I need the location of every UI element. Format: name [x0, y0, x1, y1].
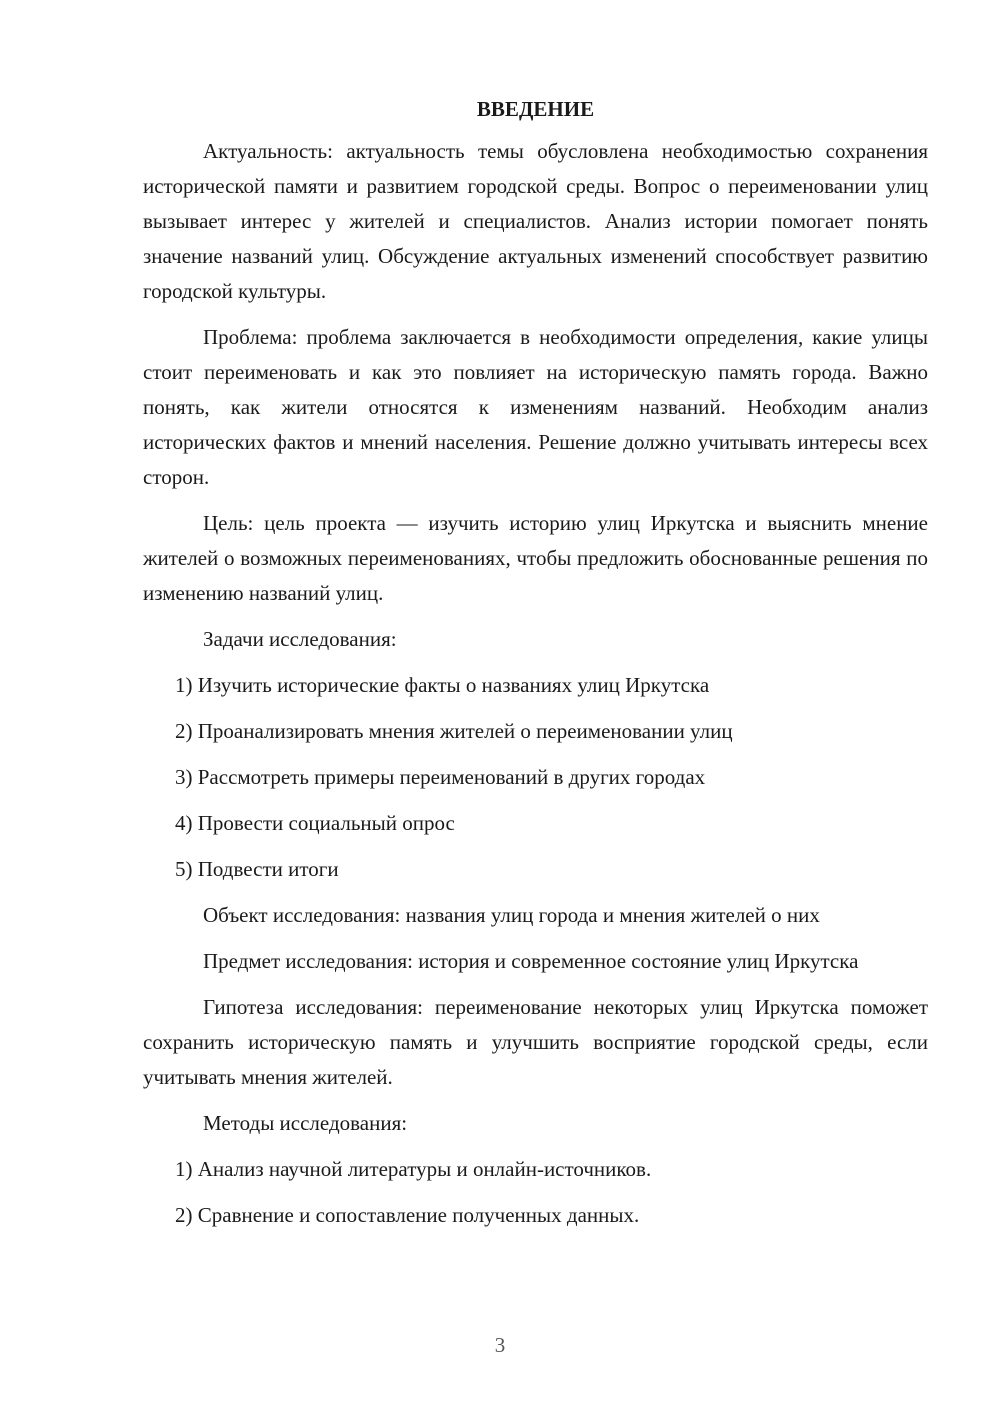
task-item: 2) Проанализировать мнения жителей о переименовании улиц — [175, 719, 733, 743]
tasks-title: Задачи исследования: — [203, 627, 397, 651]
page-number: 3 — [494, 1333, 506, 1357]
task-item: 3) Рассмотреть примеры переименований в других городах — [175, 765, 706, 789]
hypothesis-paragraph: Гипотеза исследования: переименование некоторых улиц Иркутска поможет сохранить историческую память и улучшить восприятие городской среды, если учитывать мнения жителей. — [143, 995, 928, 1089]
goal-paragraph: Цель: цель проекта — изучить историю улиц Иркутска и выяснить мнение жителей о возможных переименованиях, чтобы предложить обоснованные решения по изменению названий улиц. — [143, 511, 928, 605]
document-page — [143, 92, 928, 1244]
method-item: 2) Сравнение и сопоставление полученных данных. — [175, 1203, 640, 1227]
subject-paragraph: Предмет исследования: история и современное состояние улиц Иркутска — [203, 949, 859, 973]
task-item: 1) Изучить исторические факты о названиях улиц Иркутска — [175, 673, 710, 697]
task-item: 5) Подвести итоги — [175, 857, 339, 881]
section-heading: ВВЕДЕНИЕ — [476, 97, 595, 121]
relevance-paragraph: Актуальность: актуальность темы обусловлена необходимостью сохранения исторической памяти и развитием городской среды. Вопрос о переименовании улиц вызывает интерес у жителей и специалистов. Анализ истории помогает понять значение названий улиц. Обсуждение актуальных изменений способствует развитию городской культуры. — [143, 139, 928, 303]
task-item: 4) Провести социальный опрос — [175, 811, 455, 835]
methods-title: Методы исследования: — [203, 1111, 408, 1135]
method-item: 1) Анализ научной литературы и онлайн-источников. — [175, 1157, 652, 1181]
object-paragraph: Объект исследования: названия улиц города и мнения жителей о них — [203, 903, 820, 927]
problem-paragraph: Проблема: проблема заключается в необходимости определения, какие улицы стоит переименовать и как это повлияет на историческую память города. Важно понять, как жители относятся к изменениям названий. Необходим анализ исторических фактов и мнений населения. Решение должно учитывать интересы всех сторон. — [143, 325, 928, 489]
